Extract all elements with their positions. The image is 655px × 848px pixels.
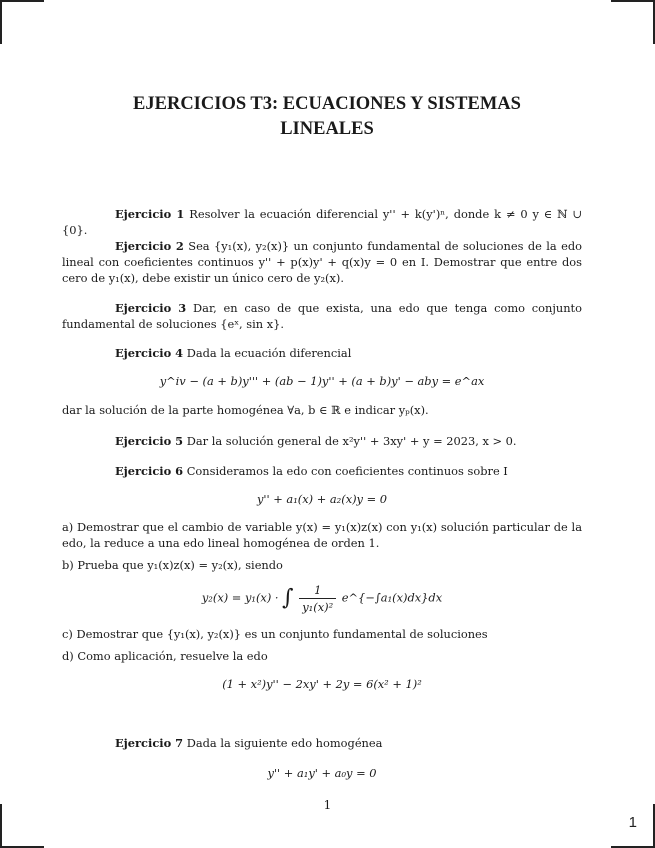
equation-b-left: y₂(x) = y₁(x) · [201, 590, 279, 605]
title-line-1: EJERCICIOS T3: ECUACIONES Y SISTEMAS [133, 94, 521, 114]
exercise-6-part-a: a) Demostrar que el cambio de variable y(x) = y₁(x)z(x) con y₁(x) solución particular de la edo, la reduce a una edo lineal homogénea de orden 1. [62, 520, 582, 550]
exercise-4-after [62, 402, 582, 418]
exercise-2 [62, 238, 582, 286]
exercise-4-equation: y^iv − (a + b)y''' + (ab − 1)y'' + (a + b)y' − aby = e^ax [159, 374, 485, 388]
exercise-6-part-d: d) Como aplicación, resuelve la edo [62, 649, 268, 663]
exercise-3-label: Ejercicio 3 [115, 301, 187, 315]
fraction-numerator: 1 [299, 582, 336, 599]
exercise-1 [62, 206, 582, 238]
exercise-2-label: Ejercicio 2 [115, 239, 184, 253]
crop-mark-top-right-h [611, 0, 655, 2]
exercise-2-text: Sea {y₁(x), y₂(x)} un conjunto fundamental de soluciones de la edo lineal con coeficientes continuos y'' + p(x)y' + q(x)y = 0 en I. Demostrar que entre dos cero de y₁(x), debe existir un único cero de y₂(x). [62, 239, 582, 285]
equation-b-fraction [299, 582, 336, 615]
exercise-4-label: Ejercicio 4 [115, 346, 184, 360]
exercise-5-label: Ejercicio 5 [115, 434, 184, 448]
exercise-7-equation: y'' + a₁y' + a₀y = 0 [267, 766, 377, 780]
exercise-4-intro: Dada la ecuación diferencial [186, 346, 352, 360]
crop-mark-top-left-h [0, 0, 44, 2]
fraction-denominator: y₁(x)² [302, 600, 334, 614]
exercise-6-part-c: c) Demostrar que {y₁(x), y₂(x)} es un conjunto fundamental de soluciones [62, 627, 488, 641]
exercise-6-equation-d: (1 + x²)y'' − 2xy' + 2y = 6(x² + 1)² [222, 677, 422, 691]
exercise-1-label: Ejercicio 1 [115, 207, 185, 221]
exercise-6-intro: Consideramos la edo con coeficientes continuos sobre I [186, 464, 508, 478]
exercise-7-intro: Dada la siguiente edo homogénea [186, 736, 383, 750]
integral-sign-icon: ∫ [282, 585, 294, 611]
title-line-2: LINEALES [280, 119, 374, 139]
equation-b-exponent: e^{−∫a₁(x)dx}dx [341, 590, 443, 605]
exercise-4-after-text: dar la solución de la parte homogénea ∀a, b ∈ ℝ e indicar yₚ(x). [62, 403, 429, 417]
exercise-6-part-b: b) Prueba que y₁(x)z(x) = y₂(x), siendo [62, 558, 283, 572]
exercise-3-text: Dar, en caso de que exista, una edo que tenga como conjunto fundamental de soluciones {eˣ, sin x}. [62, 301, 582, 331]
document-title [62, 92, 592, 142]
exercise-3 [62, 300, 582, 332]
exercise-1-text: Resolver la ecuación diferencial y'' + k(y')ⁿ, donde k ≠ 0 y ∈ ℕ ∪ {0}. [62, 207, 582, 237]
exercise-6 [62, 463, 582, 479]
exercise-6-equation: y'' + a₁(x) + a₂(x)y = 0 [256, 492, 388, 506]
exercise-6-label: Ejercicio 6 [115, 464, 184, 478]
exercise-7 [62, 735, 582, 751]
exercise-6-equation-b [62, 582, 582, 615]
exercise-7-label: Ejercicio 7 [115, 736, 184, 750]
exercise-5 [62, 433, 582, 449]
crop-mark-top-left-v [0, 0, 2, 44]
exercise-4 [62, 345, 582, 361]
exercise-5-text: Dar la solución general de x²y'' + 3xy' + y = 2023, x > 0. [186, 434, 517, 448]
viewer-page-indicator: 1 [628, 814, 637, 831]
page-number: 1 [323, 798, 332, 812]
